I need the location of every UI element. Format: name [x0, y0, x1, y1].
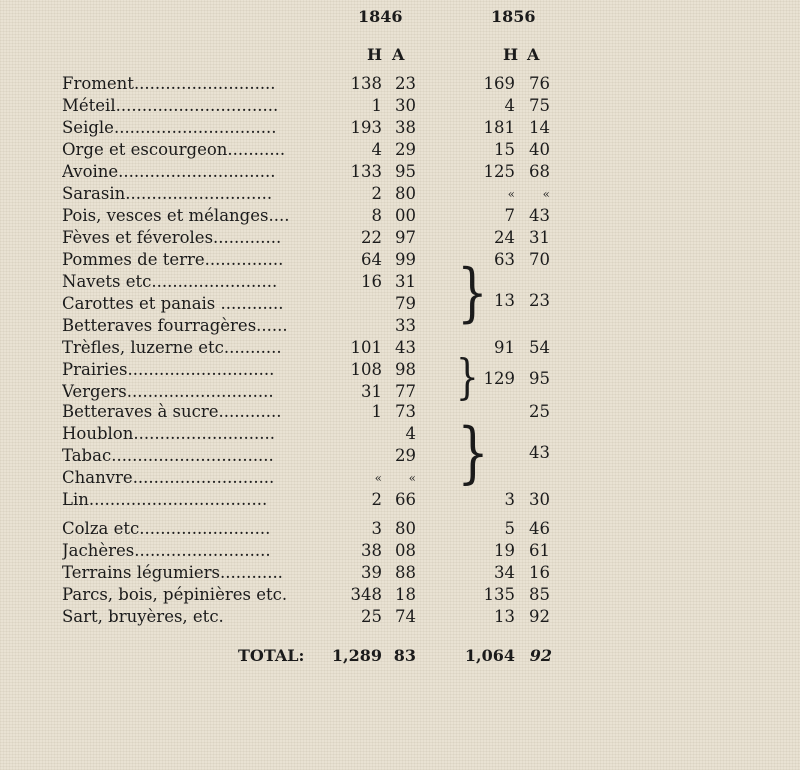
value-a2: 25 [529, 402, 550, 421]
value-a1: 74 [395, 607, 416, 626]
value-h2: 19 [494, 541, 515, 560]
crop-label: Jachères.......................... [62, 541, 271, 560]
value-a1: 99 [395, 250, 416, 269]
value-h1: 64 [361, 250, 382, 269]
value-h1: 1 [371, 402, 382, 421]
value-a2: « [542, 187, 550, 201]
value-h1: « [374, 471, 382, 485]
value-a1: 31 [395, 272, 416, 291]
value-h1: 22 [361, 228, 382, 247]
value-h2: 125 [483, 162, 515, 181]
table-row [0, 315, 800, 337]
table-row [0, 423, 800, 445]
value-h1: 38 [361, 541, 382, 560]
table-row [0, 606, 800, 628]
total-row [0, 645, 800, 667]
table-row [0, 161, 800, 183]
value-a1: 30 [395, 96, 416, 115]
value-a2: 16 [529, 563, 550, 582]
crop-label: Houblon........................... [62, 424, 275, 443]
value-h1: 39 [361, 563, 382, 582]
crop-label: Sarasin............................ [62, 184, 273, 203]
value-a2: 92 [529, 607, 550, 626]
value-h2: 181 [483, 118, 515, 137]
crop-label: Vergers............................ [62, 382, 274, 401]
crop-label: Méteil............................... [62, 96, 279, 115]
value-a1: 66 [395, 490, 416, 509]
crop-label: Sart, bruyères, etc. [62, 607, 224, 626]
table-row [0, 117, 800, 139]
table-row [0, 401, 800, 423]
value-h1: 138 [350, 74, 382, 93]
meadows-total-hectares: 129 [483, 369, 515, 388]
total-label: TOTAL: [238, 646, 305, 665]
crop-label: Avoine.............................. [62, 162, 276, 181]
value-a2: 68 [529, 162, 550, 181]
value-a2: 76 [529, 74, 550, 93]
value-h1: 4 [371, 140, 382, 159]
table-row [0, 540, 800, 562]
value-a1: 38 [395, 118, 416, 137]
value-a1: 98 [395, 360, 416, 379]
table-row [0, 205, 800, 227]
brace-industrial-group: } [457, 414, 489, 491]
value-h2: 7 [504, 206, 515, 225]
year-1856-header: 1856 [491, 7, 536, 26]
value-h1: 348 [350, 585, 382, 604]
crop-label: Betteraves à sucre............ [62, 402, 282, 421]
value-h2: 13 [494, 607, 515, 626]
value-a1: 43 [395, 338, 416, 357]
crop-label: Terrains légumiers............ [62, 563, 283, 582]
brace-roots-group: } [457, 256, 488, 330]
meadows-total-ares: 95 [529, 369, 550, 388]
crop-label: Chanvre........................... [62, 468, 275, 487]
value-a2: 31 [529, 228, 550, 247]
value-h1: 3 [371, 519, 382, 538]
value-a2: 54 [529, 338, 550, 357]
value-a2: 14 [529, 118, 550, 137]
value-a2: 43 [529, 206, 550, 225]
value-h1: 101 [350, 338, 382, 357]
value-a2: 46 [529, 519, 550, 538]
industrial-total-ares: 43 [529, 443, 550, 462]
table-row [0, 227, 800, 249]
value-h2: « [507, 187, 515, 201]
table-row [0, 139, 800, 161]
table-row [0, 95, 800, 117]
table-row [0, 467, 800, 489]
value-a1: 88 [395, 563, 416, 582]
value-h2: 4 [504, 96, 515, 115]
value-h2: 15 [494, 140, 515, 159]
crop-label: Navets etc........................ [62, 272, 278, 291]
table-row [0, 249, 800, 271]
total-ares-1856: 92 [529, 646, 552, 665]
total-hectares-1846: 1,289 [331, 646, 382, 665]
total-hectares-1856: 1,064 [464, 646, 515, 665]
crop-label: Lin.................................. [62, 490, 268, 509]
table-row [0, 293, 800, 315]
crop-label: Trèfles, luzerne etc........... [62, 338, 282, 357]
value-a2: 61 [529, 541, 550, 560]
value-h1: 133 [350, 162, 382, 181]
value-h2: 135 [483, 585, 515, 604]
table-row [0, 183, 800, 205]
value-h1: 25 [361, 607, 382, 626]
value-h1: 2 [371, 490, 382, 509]
value-a1: 00 [395, 206, 416, 225]
table-row [0, 381, 800, 403]
value-h1: 31 [361, 382, 382, 401]
crop-label: Colza etc......................... [62, 519, 271, 538]
value-h2: 169 [483, 74, 515, 93]
table-row [0, 337, 800, 359]
crop-label: Pommes de terre............... [62, 250, 284, 269]
crop-label: Fèves et féveroles............. [62, 228, 282, 247]
year-1846-header: 1846 [358, 7, 403, 26]
value-h1: 1 [371, 96, 382, 115]
ares-header-1856: A [527, 45, 540, 64]
value-h2: 3 [504, 490, 515, 509]
crop-label: Prairies............................ [62, 360, 275, 379]
crop-label: Pois, vesces et mélanges.... [62, 206, 290, 225]
crop-label: Parcs, bois, pépinières etc. [62, 585, 288, 604]
hectares-header-1856: H [503, 45, 519, 64]
total-ares-1846: 83 [393, 646, 416, 665]
crop-label: Betteraves fourragères...... [62, 316, 288, 335]
value-a1: 79 [395, 294, 416, 313]
crop-label: Froment........................... [62, 74, 276, 93]
value-h2: 24 [494, 228, 515, 247]
value-a1: « [408, 471, 416, 485]
value-a1: 08 [395, 541, 416, 560]
value-a1: 97 [395, 228, 416, 247]
value-h1: 16 [361, 272, 382, 291]
value-h2: 5 [504, 519, 515, 538]
value-a1: 29 [395, 446, 416, 465]
value-a1: 95 [395, 162, 416, 181]
table-row [0, 562, 800, 584]
ares-header-1846: A [392, 45, 405, 64]
table-row [0, 518, 800, 540]
hectares-header-1846: H [367, 45, 383, 64]
value-a1: 18 [395, 585, 416, 604]
value-h2: 63 [494, 250, 515, 269]
crop-label: Orge et escourgeon........... [62, 140, 286, 159]
value-a2: 70 [529, 250, 550, 269]
value-a1: 77 [395, 382, 416, 401]
crop-label: Carottes et panais ............ [62, 294, 284, 313]
value-a2: 40 [529, 140, 550, 159]
crop-label: Seigle............................... [62, 118, 277, 137]
value-a2: 75 [529, 96, 550, 115]
brace-meadows-group: } [455, 349, 479, 405]
value-a1: 80 [395, 184, 416, 203]
crop-label: Tabac............................... [62, 446, 274, 465]
value-a1: 73 [395, 402, 416, 421]
value-a1: 23 [395, 74, 416, 93]
value-h2: 91 [494, 338, 515, 357]
table-row [0, 359, 800, 381]
table-row [0, 445, 800, 467]
value-h1: 108 [350, 360, 382, 379]
value-a2: 30 [529, 490, 550, 509]
roots-total-ares: 23 [529, 291, 550, 310]
table-row [0, 73, 800, 95]
value-a1: 29 [395, 140, 416, 159]
value-h1: 193 [350, 118, 382, 137]
value-h1: 8 [371, 206, 382, 225]
value-a1: 4 [405, 424, 416, 443]
value-a1: 33 [395, 316, 416, 335]
table-row [0, 584, 800, 606]
value-h2: 34 [494, 563, 515, 582]
value-a1: 80 [395, 519, 416, 538]
table-row [0, 489, 800, 511]
table-row [0, 271, 800, 293]
roots-total-hectares: 13 [494, 291, 515, 310]
value-h1: 2 [371, 184, 382, 203]
value-a2: 85 [529, 585, 550, 604]
